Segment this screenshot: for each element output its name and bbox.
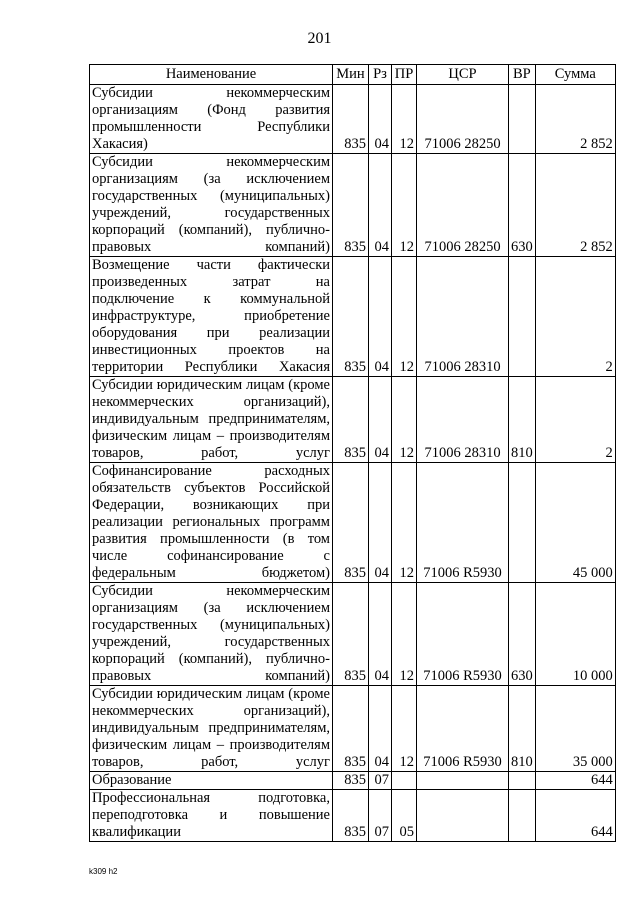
- row-rz: 04: [369, 257, 392, 377]
- row-min: 835: [333, 772, 369, 790]
- row-csr: 71006 28310: [417, 377, 509, 463]
- table-row: [90, 583, 616, 686]
- row-min: 835: [333, 583, 369, 686]
- row-csr: 71006 28310: [417, 257, 509, 377]
- row-pr: 12: [392, 583, 417, 686]
- row-name: Субсидии некоммерческим организациям (за исключением государственных (муниципальных) учреждений, государственных корпораций (компаний), публично-правовых компаний): [90, 583, 333, 686]
- row-name: Субсидии некоммерческим организациям (Фонд развития промышленности Республики Хакасия): [90, 85, 333, 154]
- row-csr: 71006 R5930: [417, 463, 509, 583]
- header-name: Наименование: [90, 65, 333, 85]
- header-sum: Сумма: [535, 65, 615, 85]
- row-csr: 71006 R5930: [417, 686, 509, 772]
- footer-code: k309 h2: [89, 867, 118, 876]
- row-name: Возмещение части фактически произведенных затрат на подключение к коммунальной инфраструктуре, приобретение оборудования при реализации инвестиционных проектов на территории Республики Хакасия: [90, 257, 333, 377]
- budget-table: [89, 64, 616, 842]
- row-csr: [417, 790, 509, 842]
- row-rz: 04: [369, 686, 392, 772]
- row-rz: 04: [369, 154, 392, 257]
- row-rz: 07: [369, 772, 392, 790]
- row-min: 835: [333, 257, 369, 377]
- table-row: [90, 686, 616, 772]
- table-row: [90, 790, 616, 842]
- row-rz: 04: [369, 463, 392, 583]
- row-vr: 810: [509, 686, 536, 772]
- header-csr: ЦСР: [417, 65, 509, 85]
- header-rz: Рз: [369, 65, 392, 85]
- row-min: 835: [333, 154, 369, 257]
- row-sum: 2 852: [535, 154, 615, 257]
- row-name: Субсидии некоммерческим организациям (за исключением государственных (муниципальных) учреждений, государственных корпораций (компаний), публично-правовых компаний): [90, 154, 333, 257]
- row-min: 835: [333, 790, 369, 842]
- row-min: 835: [333, 85, 369, 154]
- row-pr: 12: [392, 377, 417, 463]
- row-csr: 71006 R5930: [417, 583, 509, 686]
- row-name: Профессиональная подготовка, переподготовка и повышение квалификации: [90, 790, 333, 842]
- row-sum: 644: [535, 772, 615, 790]
- row-pr: 12: [392, 686, 417, 772]
- row-vr: [509, 257, 536, 377]
- row-csr: [417, 772, 509, 790]
- row-vr: 630: [509, 154, 536, 257]
- row-pr: 12: [392, 463, 417, 583]
- row-min: 835: [333, 686, 369, 772]
- header-vr: ВР: [509, 65, 536, 85]
- table-row: [90, 257, 616, 377]
- row-vr: [509, 772, 536, 790]
- row-pr: 12: [392, 257, 417, 377]
- page-number: 201: [307, 30, 332, 47]
- row-rz: 04: [369, 583, 392, 686]
- row-csr: 71006 28250: [417, 154, 509, 257]
- row-pr: 12: [392, 154, 417, 257]
- table-row: [90, 154, 616, 257]
- row-sum: 35 000: [535, 686, 615, 772]
- row-min: 835: [333, 377, 369, 463]
- row-sum: 10 000: [535, 583, 615, 686]
- header-pr: ПР: [392, 65, 417, 85]
- row-vr: [509, 790, 536, 842]
- row-vr: [509, 85, 536, 154]
- row-vr: 630: [509, 583, 536, 686]
- table-row: [90, 377, 616, 463]
- row-sum: 2: [535, 257, 615, 377]
- table-row: [90, 772, 616, 790]
- row-rz: 04: [369, 377, 392, 463]
- row-name: Субсидии юридическим лицам (кроме некоммерческих организаций), индивидуальным предпринимателям, физическим лицам – производителям товаров, работ, услуг: [90, 686, 333, 772]
- header-min: Мин: [333, 65, 369, 85]
- table-row: [90, 463, 616, 583]
- row-min: 835: [333, 463, 369, 583]
- row-csr: 71006 28250: [417, 85, 509, 154]
- row-pr: 05: [392, 790, 417, 842]
- row-name: Образование: [90, 772, 333, 790]
- row-sum: 45 000: [535, 463, 615, 583]
- table-header-row: [90, 65, 616, 85]
- row-rz: 04: [369, 85, 392, 154]
- row-name: Субсидии юридическим лицам (кроме некоммерческих организаций), индивидуальным предпринимателям, физическим лицам – производителям товаров, работ, услуг: [90, 377, 333, 463]
- table-row: [90, 85, 616, 154]
- row-sum: 2: [535, 377, 615, 463]
- row-pr: [392, 772, 417, 790]
- row-sum: 2 852: [535, 85, 615, 154]
- row-name: Софинансирование расходных обязательств субъектов Российской Федерации, возникающих при реализации региональных программ развития промышленности (в том числе софинансирование с федеральным бюджетом): [90, 463, 333, 583]
- row-sum: 644: [535, 790, 615, 842]
- row-pr: 12: [392, 85, 417, 154]
- row-vr: 810: [509, 377, 536, 463]
- row-vr: [509, 463, 536, 583]
- row-rz: 07: [369, 790, 392, 842]
